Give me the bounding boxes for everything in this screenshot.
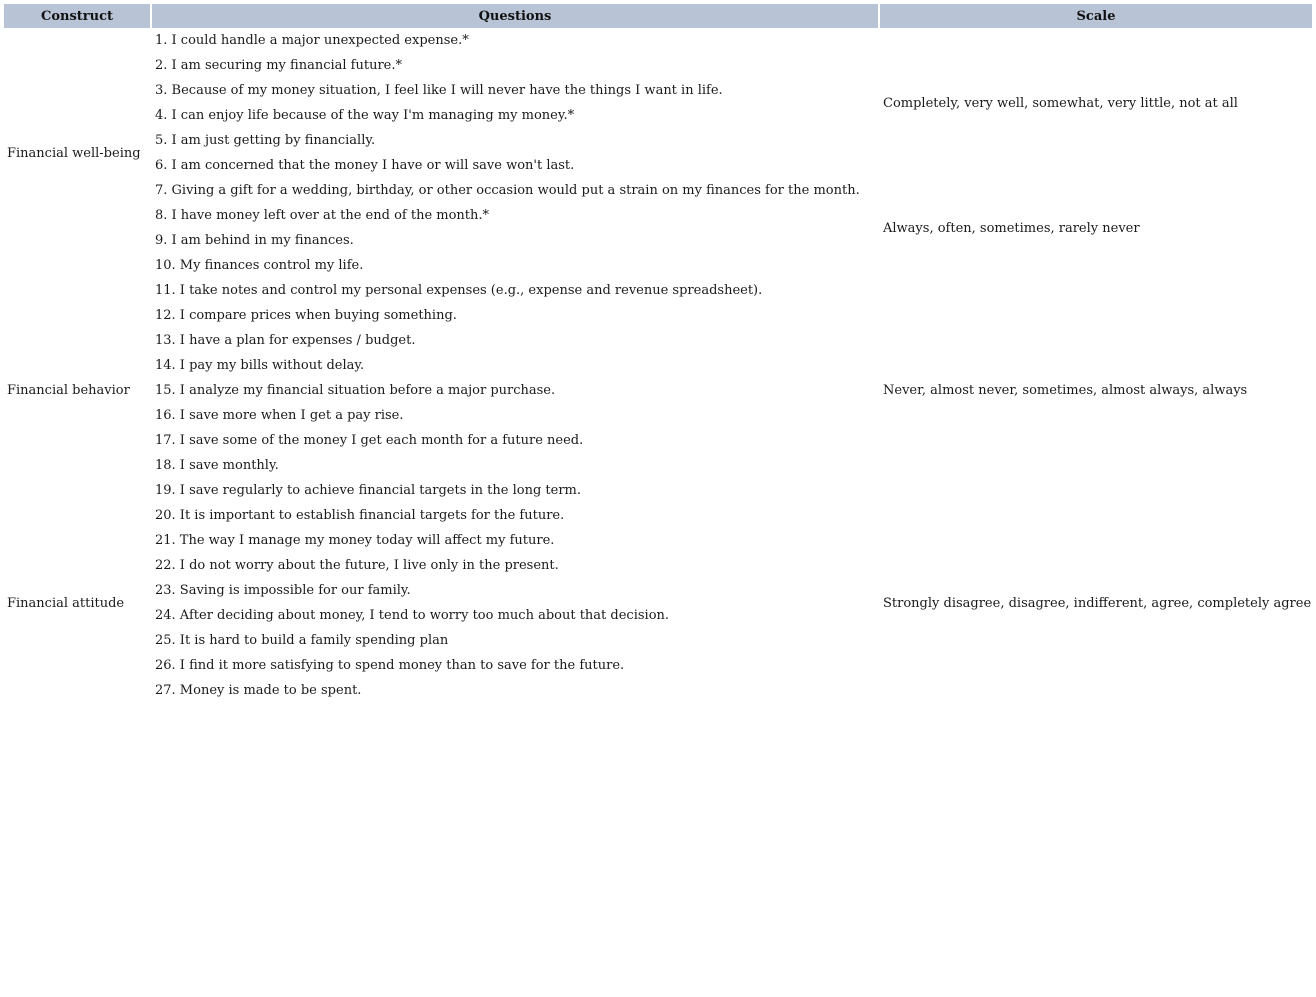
question-cell: 22. I do not worry about the future, I live only in the present. bbox=[155, 558, 559, 573]
question-cell: 23. Saving is impossible for our family. bbox=[155, 583, 411, 598]
question-cell: 6. I am concerned that the money I have or will save won't last. bbox=[155, 158, 575, 173]
header-scale: Scale bbox=[880, 4, 1312, 28]
question-cell: 26. I find it more satisfying to spend money than to save for the future. bbox=[155, 658, 625, 673]
question-cell: 24. After deciding about money, I tend to worry too much about that decision. bbox=[155, 608, 670, 623]
header-questions: Questions bbox=[152, 4, 880, 28]
scale-well-being-2: Always, often, sometimes, rarely never bbox=[883, 220, 1140, 236]
construct-financial-behavior: Financial behavior bbox=[7, 383, 130, 398]
question-cell: 12. I compare prices when buying something. bbox=[155, 308, 457, 323]
header-row bbox=[4, 4, 1312, 28]
question-cell: 5. I am just getting by financially. bbox=[155, 133, 376, 148]
table-row bbox=[4, 278, 1312, 303]
scale-behavior: Never, almost never, sometimes, almost always, always bbox=[883, 383, 1248, 398]
question-cell: 14. I pay my bills without delay. bbox=[155, 358, 365, 373]
header-construct: Construct bbox=[4, 4, 152, 28]
question-cell: 18. I save monthly. bbox=[155, 458, 279, 473]
question-cell: 8. I have money left over at the end of the month.* bbox=[155, 208, 490, 223]
question-cell: 13. I have a plan for expenses / budget. bbox=[155, 333, 416, 348]
question-cell: 27. Money is made to be spent. bbox=[155, 683, 362, 698]
question-cell: 9. I am behind in my finances. bbox=[155, 233, 354, 248]
question-cell: 19. I save regularly to achieve financial targets in the long term. bbox=[155, 483, 581, 498]
scale-well-being-1: Completely, very well, somewhat, very little, not at all bbox=[883, 95, 1238, 111]
question-cell: 17. I save some of the money I get each month for a future need. bbox=[155, 433, 584, 448]
question-cell: 1. I could handle a major unexpected expense.* bbox=[155, 33, 469, 48]
question-cell: 3. Because of my money situation, I feel like I will never have the things I want in life. bbox=[155, 83, 723, 98]
question-cell: 20. It is important to establish financial targets for the future. bbox=[155, 508, 565, 523]
question-cell: 16. I save more when I get a pay rise. bbox=[155, 408, 404, 423]
table-row bbox=[4, 503, 1312, 528]
question-cell: 11. I take notes and control my personal expenses (e.g., expense and revenue spreadsheet). bbox=[155, 283, 763, 298]
table-row bbox=[4, 28, 1312, 53]
question-cell: 15. I analyze my financial situation before a major purchase. bbox=[155, 383, 556, 398]
scale-attitude: Strongly disagree, disagree, indifferent, agree, completely agree bbox=[883, 595, 1312, 611]
question-cell: 7. Giving a gift for a wedding, birthday, or other occasion would put a strain on my finances for the month. bbox=[155, 183, 860, 198]
question-cell: 10. My finances control my life. bbox=[155, 258, 364, 273]
question-cell: 25. It is hard to build a family spending plan bbox=[155, 633, 449, 648]
construct-financial-attitude: Financial attitude bbox=[7, 595, 125, 611]
question-cell: 21. The way I manage my money today will affect my future. bbox=[155, 533, 555, 548]
question-cell: 2. I am securing my financial future.* bbox=[155, 58, 402, 73]
construct-financial-well-being: Financial well-being bbox=[7, 145, 141, 161]
question-cell: 4. I can enjoy life because of the way I'm managing my money.* bbox=[155, 108, 575, 123]
survey-table bbox=[4, 4, 1312, 703]
table-row bbox=[4, 178, 1312, 203]
